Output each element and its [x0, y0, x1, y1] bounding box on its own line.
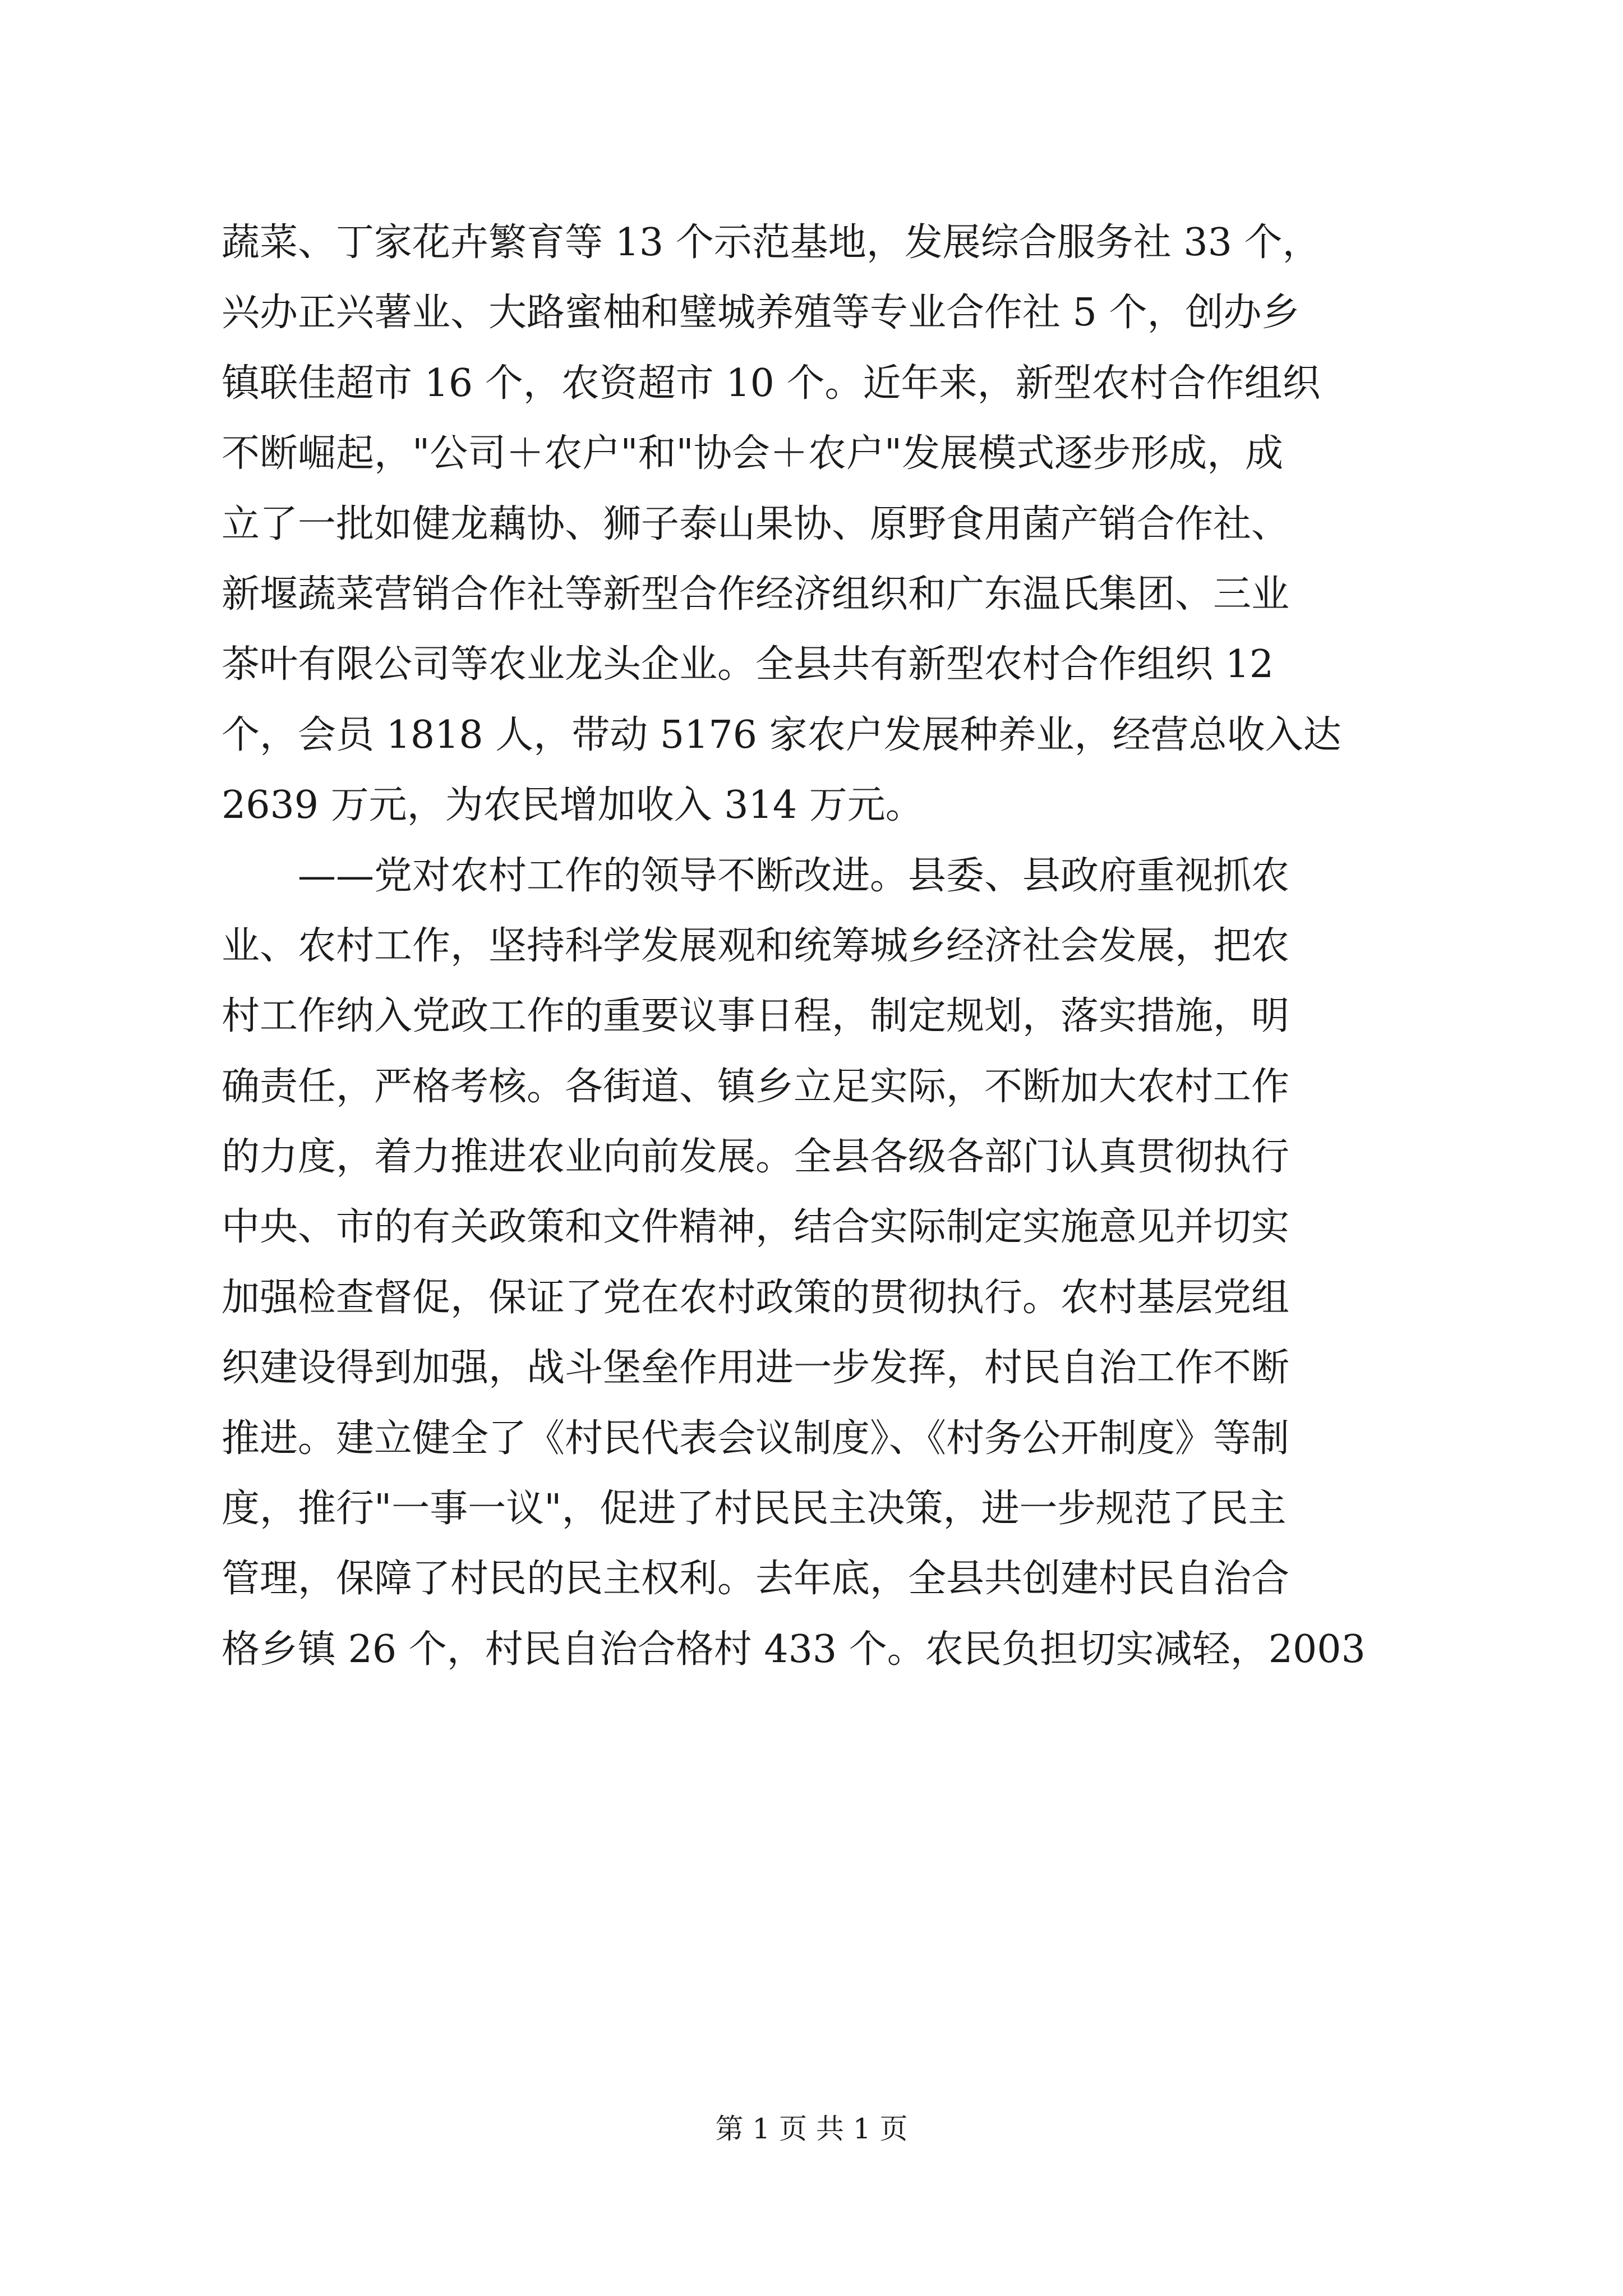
text-line: 新堰蔬菜营销合作社等新型合作经济组织和广东温氏集团、三业	[222, 572, 1290, 616]
text-line: 个，会员 1818 人，带动 5176 家农户发展种养业，经营总收入达	[222, 712, 1341, 757]
text-line-paragraph-start: ——党对农村工作的领导不断改进。县委、县政府重视抓农	[298, 853, 1290, 898]
body-text	[222, 208, 1422, 1685]
text-line: 织建设得到加强，战斗堡垒作用进一步发挥，村民自治工作不断	[222, 1346, 1290, 1391]
text-line: 格乡镇 26 个，村民自治合格村 433 个。农民负担切实减轻，2003	[222, 1627, 1366, 1672]
text-line: 蔬菜、丁家花卉繁育等 13 个示范基地，发展综合服务社 33 个，	[222, 220, 1321, 265]
text-line: 立了一批如健龙藕协、狮子泰山果协、原野食用菌产销合作社、	[222, 501, 1290, 546]
text-line: 推进。建立健全了《村民代表会议制度》、《村务公开制度》等制	[222, 1416, 1290, 1461]
text-line: 确责任，严格考核。各街道、镇乡立足实际，不断加大农村工作	[222, 1064, 1290, 1109]
text-line: 管理，保障了村民的民主权利。去年底，全县共创建村民自治合	[222, 1557, 1290, 1602]
page-footer	[0, 2106, 1623, 2147]
text-line: 不断崛起，"公司＋农户"和"协会＋农户"发展模式逐步形成，成	[222, 431, 1284, 476]
text-line: 茶叶有限公司等农业龙头企业。全县共有新型农村合作组织 12	[222, 642, 1274, 687]
text-line: 加强检查督促，保证了党在农村政策的贯彻执行。农村基层党组	[222, 1275, 1290, 1320]
text-line: 2639 万元，为农民增加收入 314 万元。	[222, 783, 924, 828]
text-line: 度，推行"一事一议"，促进了村民民主决策，进一步规范了民主	[222, 1487, 1287, 1531]
text-line: 业、农村工作，坚持科学发展观和统筹城乡经济社会发展，把农	[222, 923, 1290, 968]
page-number-label: 第 1 页 共 1 页	[715, 2113, 908, 2145]
text-line: 的力度，着力推进农业向前发展。全县各级各部门认真贯彻执行	[222, 1135, 1290, 1180]
text-line: 村工作纳入党政工作的重要议事日程，制定规划，落实措施，明	[222, 994, 1290, 1039]
text-line: 兴办正兴薯业、大路蜜柚和璧城养殖等专业合作社 5 个，创办乡	[222, 291, 1300, 335]
text-line: 镇联佳超市 16 个，农资超市 10 个。近年来，新型农村合作组织	[222, 361, 1321, 406]
text-line: 中央、市的有关政策和文件精神，结合实际制定实施意见并切实	[222, 1205, 1290, 1250]
